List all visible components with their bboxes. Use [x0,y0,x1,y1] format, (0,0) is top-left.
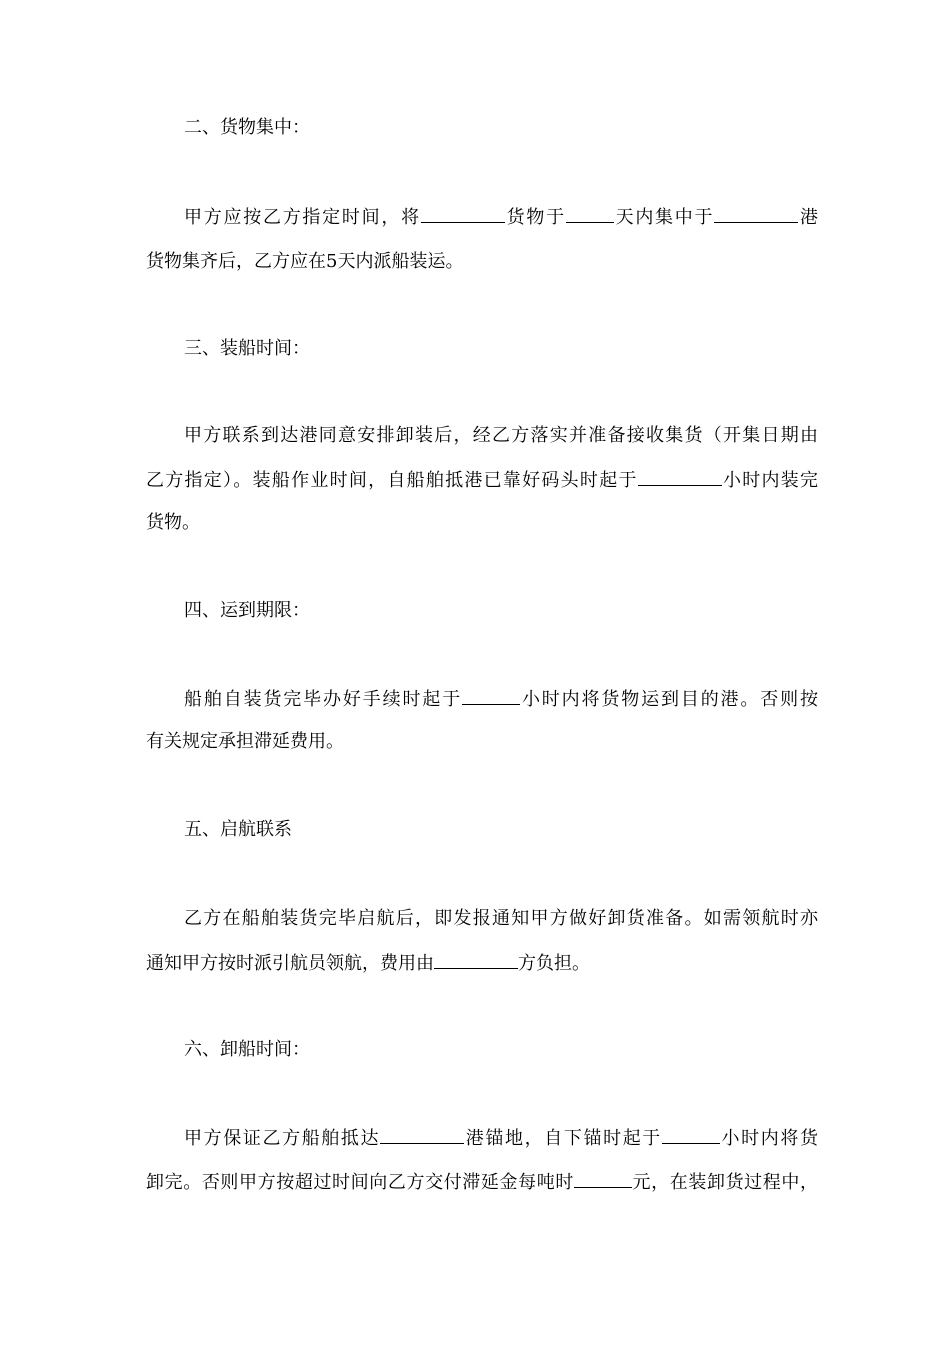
paragraph-line: 乙方指定）。装船作业时间，自船舶抵港已靠好码头时起于 小时内装完 [146,467,818,494]
fill-blank [434,950,518,969]
paragraph-line: 货物集齐后，乙方应在5天内派船装运。 [146,251,464,272]
section-heading-4: 四、运到期限： [184,600,310,621]
fill-blank [574,1169,632,1188]
paragraph-line: 乙方在船舶装货完毕启航后，即发报通知甲方做好卸货准备。如需领航时亦 [184,908,818,929]
paragraph-line: 货物。 [146,512,200,533]
fill-blank [638,467,722,486]
fill-blank [714,204,798,223]
fill-blank [462,686,520,705]
fill-blank [566,204,614,223]
paragraph-line: 有关规定承担滞延费用。 [146,731,344,752]
section-heading-3: 三、装船时间： [184,338,310,359]
paragraph-line: 甲方应按乙方指定时间，将 货物于 天内集中于 港 [184,204,818,231]
fill-blank [421,204,505,223]
paragraph-line: 甲方保证乙方船舶抵达 港锚地，自下锚时起于 小时内将货 [184,1125,818,1152]
paragraph-line: 甲方联系到达港同意安排卸装后，经乙方落实并准备接收集货（开集日期由 [184,425,818,446]
fill-blank [662,1125,720,1144]
fill-blank [380,1125,464,1144]
section-heading-6: 六、卸船时间： [184,1039,310,1060]
paragraph-line: 卸完。否则甲方按超过时间向乙方交付滞延金每吨时 元，在装卸货过程中， [146,1169,818,1196]
section-heading-5: 五、启航联系 [184,819,292,840]
section-heading-2: 二、货物集中： [184,117,310,138]
paragraph-line: 通知甲方按时派引航员领航，费用由 方负担。 [146,950,818,977]
paragraph-line: 船舶自装货完毕办好手续时起于 小时内将货物运到目的港。否则按 [184,686,818,713]
